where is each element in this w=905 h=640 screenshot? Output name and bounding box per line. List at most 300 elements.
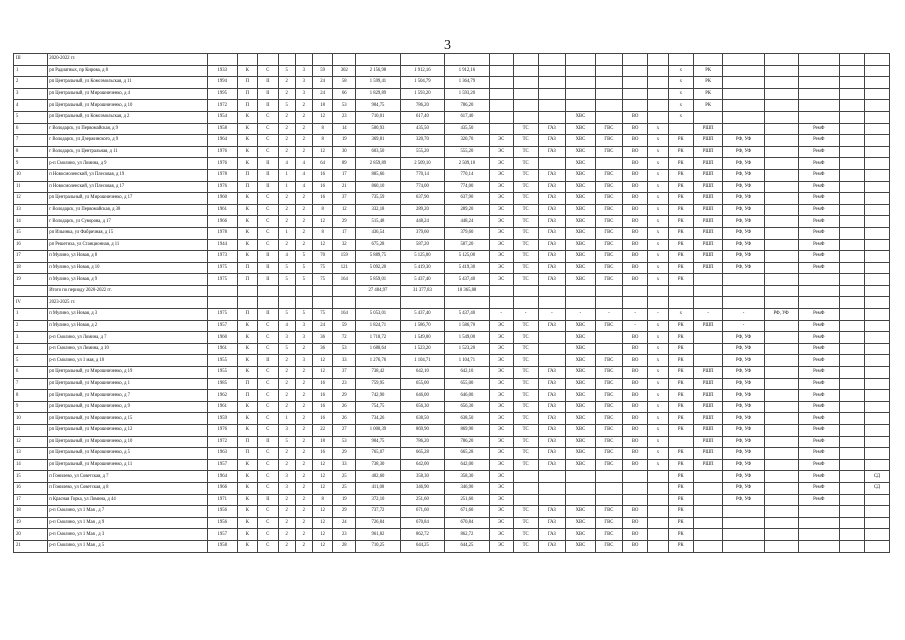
table-cell: 4 — [278, 158, 295, 170]
table-cell: 24 — [312, 88, 333, 100]
table-cell: ЭС — [489, 320, 513, 332]
address-cell: рп Центральный, ул Мирошниченко, д 12 — [48, 425, 208, 437]
address-cell: рп Решетиха, ул Станционная, д 11 — [48, 239, 208, 251]
table-cell: ГВС — [595, 251, 622, 263]
row-number: 5 — [14, 111, 48, 123]
empty-cell — [798, 285, 839, 297]
table-cell: С — [258, 540, 279, 552]
table-cell — [864, 274, 889, 286]
table-cell: 1975 — [207, 309, 237, 321]
table-cell: ЭС — [489, 482, 513, 494]
table-cell: 5 889,75 — [356, 251, 400, 263]
table-cell: 32 — [333, 239, 356, 251]
table-cell: 37 — [333, 367, 356, 379]
table-cell: РШП — [693, 239, 723, 251]
table-cell: 2 — [278, 517, 295, 529]
table-cell — [839, 378, 864, 390]
table-cell: ТС — [513, 540, 538, 552]
table-cell: II — [258, 251, 279, 263]
table-cell — [839, 135, 864, 147]
table-cell: С — [258, 517, 279, 529]
table-cell — [839, 332, 864, 344]
table-cell: 1961 — [207, 401, 237, 413]
row-number: 14 — [14, 459, 48, 471]
table-cell: РФ, УФ — [723, 239, 764, 251]
table-row — [14, 367, 890, 379]
empty-cell — [258, 297, 279, 309]
table-cell: ТС — [513, 274, 538, 286]
table-cell: II — [258, 169, 279, 181]
table-cell: - — [693, 309, 723, 321]
table-cell: ЭС — [489, 436, 513, 448]
table-cell: ГАЗ — [538, 146, 565, 158]
table-cell — [513, 111, 538, 123]
empty-cell — [356, 297, 400, 309]
table-cell: ТС — [513, 193, 538, 205]
table-cell — [648, 471, 669, 483]
table-cell — [723, 100, 764, 112]
table-cell: х — [648, 146, 669, 158]
table-cell: 1972 — [207, 100, 237, 112]
empty-cell — [356, 54, 400, 66]
table-row — [14, 425, 890, 437]
table-cell: 26 — [333, 401, 356, 413]
table-cell: II — [258, 158, 279, 170]
table-cell: ТС — [513, 517, 538, 529]
table-cell: х — [648, 343, 669, 355]
table-cell — [566, 482, 596, 494]
address-cell: рп Центральный, ул Мирошниченко, д 19 — [48, 367, 208, 379]
table-cell: ТС — [513, 529, 538, 541]
table-cell: 23 — [333, 378, 356, 390]
table-cell: 1961 — [207, 204, 237, 216]
table-cell: ТС — [513, 343, 538, 355]
table-cell — [798, 65, 839, 77]
table-cell: 58 — [333, 77, 356, 89]
table-cell: 12 — [312, 239, 333, 251]
table-cell: 346,90 — [400, 482, 444, 494]
table-cell — [764, 343, 798, 355]
table-cell: П — [237, 169, 258, 181]
table-cell: 2 — [295, 517, 312, 529]
table-cell: 289,20 — [400, 204, 444, 216]
table-cell: РШП — [693, 436, 723, 448]
table-cell: РШП — [693, 448, 723, 460]
table-cell: 770,14 — [400, 169, 444, 181]
table-cell: РемФ — [798, 425, 839, 437]
empty-cell — [333, 285, 356, 297]
table-cell: 1 — [278, 181, 295, 193]
table-cell: К — [237, 239, 258, 251]
table-cell: С — [258, 239, 279, 251]
table-cell: 675,28 — [356, 239, 400, 251]
table-cell: ВО — [623, 239, 648, 251]
table-cell — [864, 262, 889, 274]
table-cell: 1972 — [207, 436, 237, 448]
table-row — [14, 517, 890, 529]
table-cell: ТС — [513, 181, 538, 193]
table-cell: РШП — [693, 123, 723, 135]
table-cell: С — [258, 227, 279, 239]
address-cell: рп Центральный, ул Комсомольская, д 2 — [48, 111, 208, 123]
empty-cell — [312, 285, 333, 297]
table-cell: РК — [668, 169, 693, 181]
table-cell: СД — [864, 471, 889, 483]
table-cell: К — [237, 111, 258, 123]
table-cell: 12 — [312, 367, 333, 379]
table-cell: 75 — [312, 262, 333, 274]
table-cell: х — [648, 378, 669, 390]
table-cell: х — [648, 158, 669, 170]
table-cell: 19 — [333, 494, 356, 506]
empty-cell — [312, 297, 333, 309]
row-number: 18 — [14, 506, 48, 518]
table-cell: ХВС — [566, 355, 596, 367]
table-cell — [723, 123, 764, 135]
table-cell: РК — [668, 343, 693, 355]
table-cell: - — [623, 309, 648, 321]
table-cell: 358,30 — [445, 471, 489, 483]
table-cell — [595, 482, 622, 494]
table-cell — [839, 401, 864, 413]
table-cell — [839, 529, 864, 541]
table-cell: II — [258, 88, 279, 100]
table-cell: ЭС — [489, 459, 513, 471]
empty-cell — [798, 297, 839, 309]
empty-cell — [693, 54, 723, 66]
address-cell: г Володарск, ул Дзержинского, д 9 — [48, 135, 208, 147]
table-cell — [648, 111, 669, 123]
table-cell — [723, 529, 764, 541]
table-cell: С — [258, 367, 279, 379]
table-cell — [864, 181, 889, 193]
table-cell: С — [258, 401, 279, 413]
total-area-2: 31 377,83 — [400, 285, 444, 297]
table-cell: ХВС — [566, 262, 596, 274]
table-cell: 2 — [295, 367, 312, 379]
empty-cell — [566, 54, 596, 66]
table-cell — [764, 332, 798, 344]
table-cell: 1964 — [207, 135, 237, 147]
table-cell: ХВС — [566, 413, 596, 425]
table-cell — [798, 517, 839, 529]
table-cell — [839, 251, 864, 263]
table-cell: 2 — [295, 436, 312, 448]
table-cell: 644,25 — [400, 540, 444, 552]
empty-cell — [595, 297, 622, 309]
table-cell: 8 — [312, 227, 333, 239]
table-cell: 4 — [278, 320, 295, 332]
table-cell: П — [237, 262, 258, 274]
table-cell: РемФ — [798, 355, 839, 367]
total-label: Итого по периоду 2020-2022 гг. — [48, 285, 208, 297]
table-cell: П — [237, 378, 258, 390]
table-cell: 1954 — [207, 111, 237, 123]
table-cell: 670,84 — [400, 517, 444, 529]
table-cell: РШП — [693, 193, 723, 205]
table-cell — [764, 517, 798, 529]
table-cell — [839, 390, 864, 402]
table-cell: 75 — [312, 309, 333, 321]
table-cell: ГАЗ — [538, 227, 565, 239]
table-cell — [764, 320, 798, 332]
row-number: 9 — [14, 158, 48, 170]
table-cell: 2 — [295, 425, 312, 437]
table-cell: РШП — [693, 135, 723, 147]
row-number: 7 — [14, 135, 48, 147]
table-cell — [566, 100, 596, 112]
table-cell: ГВС — [595, 413, 622, 425]
table-cell: РФ, УФ — [723, 227, 764, 239]
table-cell: 774,00 — [445, 181, 489, 193]
table-cell: II — [258, 77, 279, 89]
table-cell: 515,48 — [356, 216, 400, 228]
table-cell: 436,54 — [356, 227, 400, 239]
table-cell: 765,07 — [356, 448, 400, 460]
table-cell: РШП — [693, 204, 723, 216]
table-cell: ВО — [623, 378, 648, 390]
table-cell — [513, 65, 538, 77]
table-cell: ТС — [513, 227, 538, 239]
table-cell: С — [258, 425, 279, 437]
table-cell: 738,30 — [356, 459, 400, 471]
table-cell — [623, 494, 648, 506]
table-cell: РемФ — [798, 378, 839, 390]
table-cell — [764, 471, 798, 483]
table-cell: ВО — [623, 193, 648, 205]
table-cell: 1960 — [207, 332, 237, 344]
table-cell — [648, 100, 669, 112]
table-cell — [623, 100, 648, 112]
table-cell: ВО — [623, 413, 648, 425]
table-cell: ТС — [513, 378, 538, 390]
table-cell: 2 — [295, 471, 312, 483]
table-cell — [595, 158, 622, 170]
table-cell: ЭС — [489, 413, 513, 425]
table-cell: ТС — [513, 135, 538, 147]
table-cell: 2 — [295, 529, 312, 541]
table-cell — [513, 482, 538, 494]
table-cell — [648, 517, 669, 529]
table-cell: ВО — [623, 436, 648, 448]
table-cell: РемФ — [798, 146, 839, 158]
table-cell: 29 — [333, 216, 356, 228]
table-cell: РФ, УФ — [723, 262, 764, 274]
table-cell — [489, 77, 513, 89]
table-cell: х — [668, 100, 693, 112]
table-cell: РФ, УФ — [723, 158, 764, 170]
table-cell: ВО — [623, 401, 648, 413]
table-cell: 2 — [278, 239, 295, 251]
table-cell — [693, 482, 723, 494]
table-row — [14, 529, 890, 541]
row-number: 3 — [14, 88, 48, 100]
table-cell: К — [237, 482, 258, 494]
table-cell: 5 437,40 — [400, 274, 444, 286]
empty-cell — [489, 297, 513, 309]
table-cell — [489, 100, 513, 112]
table-cell: РК — [668, 459, 693, 471]
section-header-row — [14, 297, 890, 309]
table-cell: ЭС — [489, 227, 513, 239]
row-number: 13 — [14, 204, 48, 216]
table-cell: ТС — [513, 262, 538, 274]
table-cell: РФ, УФ — [723, 367, 764, 379]
table-cell — [798, 77, 839, 89]
row-number: 19 — [14, 517, 48, 529]
table-row — [14, 227, 890, 239]
table-cell: 1933 — [207, 65, 237, 77]
table-cell — [538, 494, 565, 506]
address-cell: п Новосмоленский, ул Плесовая, д 19 — [48, 169, 208, 181]
total-area-1: 27 484,97 — [356, 285, 400, 297]
table-cell: РК — [668, 367, 693, 379]
table-cell: С — [258, 459, 279, 471]
table-cell: ХВС — [566, 135, 596, 147]
table-cell: П — [237, 390, 258, 402]
table-cell: 646,00 — [400, 390, 444, 402]
table-cell — [764, 146, 798, 158]
table-cell: 5 053,01 — [356, 309, 400, 321]
table-cell: 251,60 — [445, 494, 489, 506]
row-number: 8 — [14, 146, 48, 158]
table-cell: ХВС — [566, 367, 596, 379]
table-cell: 665,28 — [400, 448, 444, 460]
table-cell — [693, 529, 723, 541]
table-cell: РК — [668, 390, 693, 402]
table-cell: 786,20 — [445, 100, 489, 112]
table-cell — [566, 494, 596, 506]
table-cell: РемФ — [798, 227, 839, 239]
table-cell: 18 — [312, 100, 333, 112]
table-cell: 1955 — [207, 367, 237, 379]
table-cell: РемФ — [798, 251, 839, 263]
table-cell: РК — [668, 448, 693, 460]
table-cell: РК — [668, 529, 693, 541]
table-cell: ЭС — [489, 517, 513, 529]
table-cell — [764, 251, 798, 263]
table-cell: х — [648, 204, 669, 216]
table-cell — [864, 355, 889, 367]
table-cell — [864, 309, 889, 321]
table-cell: ГВС — [595, 146, 622, 158]
table-cell: 3 — [295, 332, 312, 344]
table-cell: 251,60 — [400, 494, 444, 506]
table-cell: РФ, УФ — [723, 204, 764, 216]
table-cell — [839, 227, 864, 239]
table-cell: 2 — [295, 448, 312, 460]
table-cell: ТС — [513, 239, 538, 251]
table-cell — [864, 320, 889, 332]
empty-cell — [764, 297, 798, 309]
table-cell: РемФ — [798, 169, 839, 181]
address-cell: рп Центральный, ул Мирошниченко, д 7 — [48, 390, 208, 402]
table-cell: 3 — [278, 471, 295, 483]
table-cell — [693, 332, 723, 344]
table-cell: х — [648, 448, 669, 460]
table-cell: ТС — [513, 158, 538, 170]
table-cell: РК — [693, 100, 723, 112]
table-cell: ХВС — [566, 436, 596, 448]
table-cell — [623, 471, 648, 483]
table-cell: ВО — [623, 506, 648, 518]
table-cell: х — [668, 111, 693, 123]
table-cell: ЭС — [489, 506, 513, 518]
table-cell — [648, 77, 669, 89]
table-cell: ГВС — [595, 320, 622, 332]
table-cell: РемФ — [798, 309, 839, 321]
table-cell: РемФ — [798, 390, 839, 402]
table-cell: ЭС — [489, 274, 513, 286]
table-row — [14, 343, 890, 355]
table-cell: 786,20 — [400, 100, 444, 112]
table-row — [14, 239, 890, 251]
table-cell: 64 — [312, 158, 333, 170]
row-number: 15 — [14, 227, 48, 239]
table-cell: 5 — [278, 262, 295, 274]
table-cell: 1959 — [207, 413, 237, 425]
table-cell: 33 — [333, 355, 356, 367]
table-cell: 36 — [312, 332, 333, 344]
table-cell: 12 — [333, 204, 356, 216]
table-cell: РемФ — [798, 332, 839, 344]
table-cell — [538, 65, 565, 77]
table-cell: 1994 — [207, 77, 237, 89]
row-number: 11 — [14, 181, 48, 193]
table-cell — [693, 111, 723, 123]
table-cell: 5 — [295, 251, 312, 263]
table-cell: 617,40 — [445, 111, 489, 123]
table-cell: РемФ — [798, 436, 839, 448]
table-cell — [864, 332, 889, 344]
table-cell: ГАЗ — [538, 390, 565, 402]
table-cell: 2 — [295, 378, 312, 390]
empty-cell — [723, 285, 764, 297]
table-cell: 1 — [278, 169, 295, 181]
table-row — [14, 378, 890, 390]
table-cell: 734,26 — [356, 413, 400, 425]
table-cell — [538, 100, 565, 112]
table-cell: 289,20 — [445, 204, 489, 216]
table-cell: 8 — [312, 135, 333, 147]
table-cell: С — [258, 146, 279, 158]
table-cell: 1960 — [207, 193, 237, 205]
table-cell: 53 — [333, 343, 356, 355]
table-cell: 5 125,00 — [400, 251, 444, 263]
table-cell: ГВС — [595, 459, 622, 471]
table-cell: 726,84 — [356, 517, 400, 529]
table-cell: 16 — [312, 169, 333, 181]
row-number: 17 — [14, 251, 48, 263]
table-cell — [764, 262, 798, 274]
table-cell: С — [258, 506, 279, 518]
table-cell: 1 593,20 — [445, 88, 489, 100]
table-cell — [595, 88, 622, 100]
table-cell: х — [648, 135, 669, 147]
table-cell: ГАЗ — [538, 367, 565, 379]
table-cell: 75 — [312, 274, 333, 286]
empty-cell — [278, 297, 295, 309]
table-cell — [648, 529, 669, 541]
row-number: 14 — [14, 216, 48, 228]
table-cell: ЭС — [489, 390, 513, 402]
table-cell: 710,25 — [356, 540, 400, 552]
table-cell: 8 — [312, 123, 333, 135]
table-cell — [513, 494, 538, 506]
table-cell: ХВС — [566, 517, 596, 529]
table-cell — [595, 100, 622, 112]
table-cell: ВО — [623, 158, 648, 170]
